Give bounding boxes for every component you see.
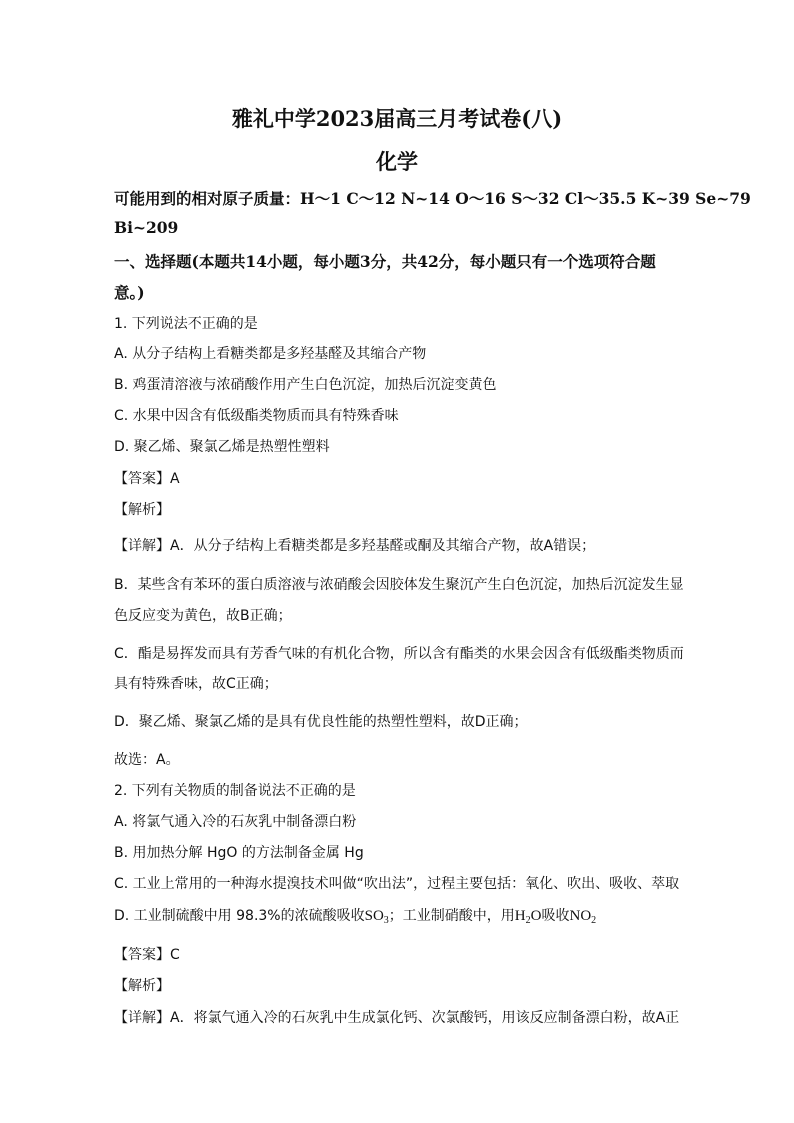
answer-value: C xyxy=(170,947,180,963)
section-heading-line1: 一、选择题(本题共14小题，每小题3分，共42分，每小题只有一个选项符合题 xyxy=(114,252,656,271)
formula-no2: $NO_2$ xyxy=(569,908,597,926)
q1-option-c: C. 水果中因含有低级酯类物质而具有特殊香味 xyxy=(114,408,399,424)
q1-option-b: B. 鸡蛋清溶液与浓硝酸作用产生白色沉淀，加热后沉淀变黄色 xyxy=(114,377,497,393)
option-d-prefix: D. 工业制硫酸中用 98.3%的浓硫酸吸收 xyxy=(114,908,365,924)
subject-title: 化学 xyxy=(376,149,418,174)
q1-detail-line: C．酯是易挥发而具有芳香气味的有机化合物，所以含有酯类的水果会因含有低级酯类物质而 xyxy=(114,646,684,662)
answer-label: 【答案】 xyxy=(114,471,170,487)
q1-stem: 1. 下列说法不正确的是 xyxy=(114,316,258,332)
atomic-masses-line2: Bi~209 xyxy=(114,218,179,237)
q1-answer xyxy=(114,468,682,488)
q1-detail-line: 具有特殊香味，故C正确； xyxy=(114,676,278,692)
q2-option-b: B. 用加热分解 HgO 的方法制备金属 Hg xyxy=(114,845,364,861)
q2-option-d xyxy=(114,905,682,926)
q1-detail-line: 色反应变为黄色，故B正确； xyxy=(114,608,292,624)
q1-analysis-label: 【解析】 xyxy=(114,502,170,518)
q2-detail-line: 【详解】A．将氯气通入冷的石灰乳中生成氯化钙、次氯酸钙，用该反应制备漂白粉，故A正 xyxy=(114,1010,680,1026)
q2-analysis-label: 【解析】 xyxy=(114,978,170,994)
q1-detail-line: 故选：A。 xyxy=(114,752,180,768)
q2-option-a: A. 将氯气通入冷的石灰乳中制备漂白粉 xyxy=(114,814,357,830)
exam-title: 雅礼中学2023届高三月考试卷(八) xyxy=(231,106,563,131)
option-d-middle: ；工业制硝酸中，用 xyxy=(388,908,515,924)
q2-answer xyxy=(114,944,682,964)
q1-detail-line: 【详解】A．从分子结构上看糖类都是多羟基醛或酮及其缩合产物，故A错误； xyxy=(114,538,596,554)
formula-so3: $SO_3$ xyxy=(364,908,389,926)
formula-h2o: $H_2O$ xyxy=(514,908,542,926)
q2-option-c: C. 工业上常用的一种海水提溴技术叫做“吹出法”，过程主要包括：氧化、吹出、吸收、萃取 xyxy=(114,876,680,892)
q1-option-d: D. 聚乙烯、聚氯乙烯是热塑性塑料 xyxy=(114,439,330,455)
q1-detail-line: B．某些含有苯环的蛋白质溶液与浓硝酸会因胶体发生聚沉产生白色沉淀，加热后沉淀发生显 xyxy=(114,577,684,593)
atomic-masses-line1: 可能用到的相对原子质量：H～1 C～12 N~14 O～16 S～32 Cl～35.5 K~39 Se~79 xyxy=(114,189,751,208)
q1-detail-line: D．聚乙烯、聚氯乙烯的是具有优良性能的热塑性塑料，故D正确； xyxy=(114,714,528,730)
answer-label: 【答案】 xyxy=(114,947,170,963)
q2-stem: 2. 下列有关物质的制备说法不正确的是 xyxy=(114,783,356,799)
q1-option-a: A. 从分子结构上看糖类都是多羟基醛及其缩合产物 xyxy=(114,346,427,362)
option-d-middle2: 吸收 xyxy=(541,908,570,924)
answer-value: A xyxy=(170,471,180,487)
section-heading-line2: 意。) xyxy=(114,283,145,302)
